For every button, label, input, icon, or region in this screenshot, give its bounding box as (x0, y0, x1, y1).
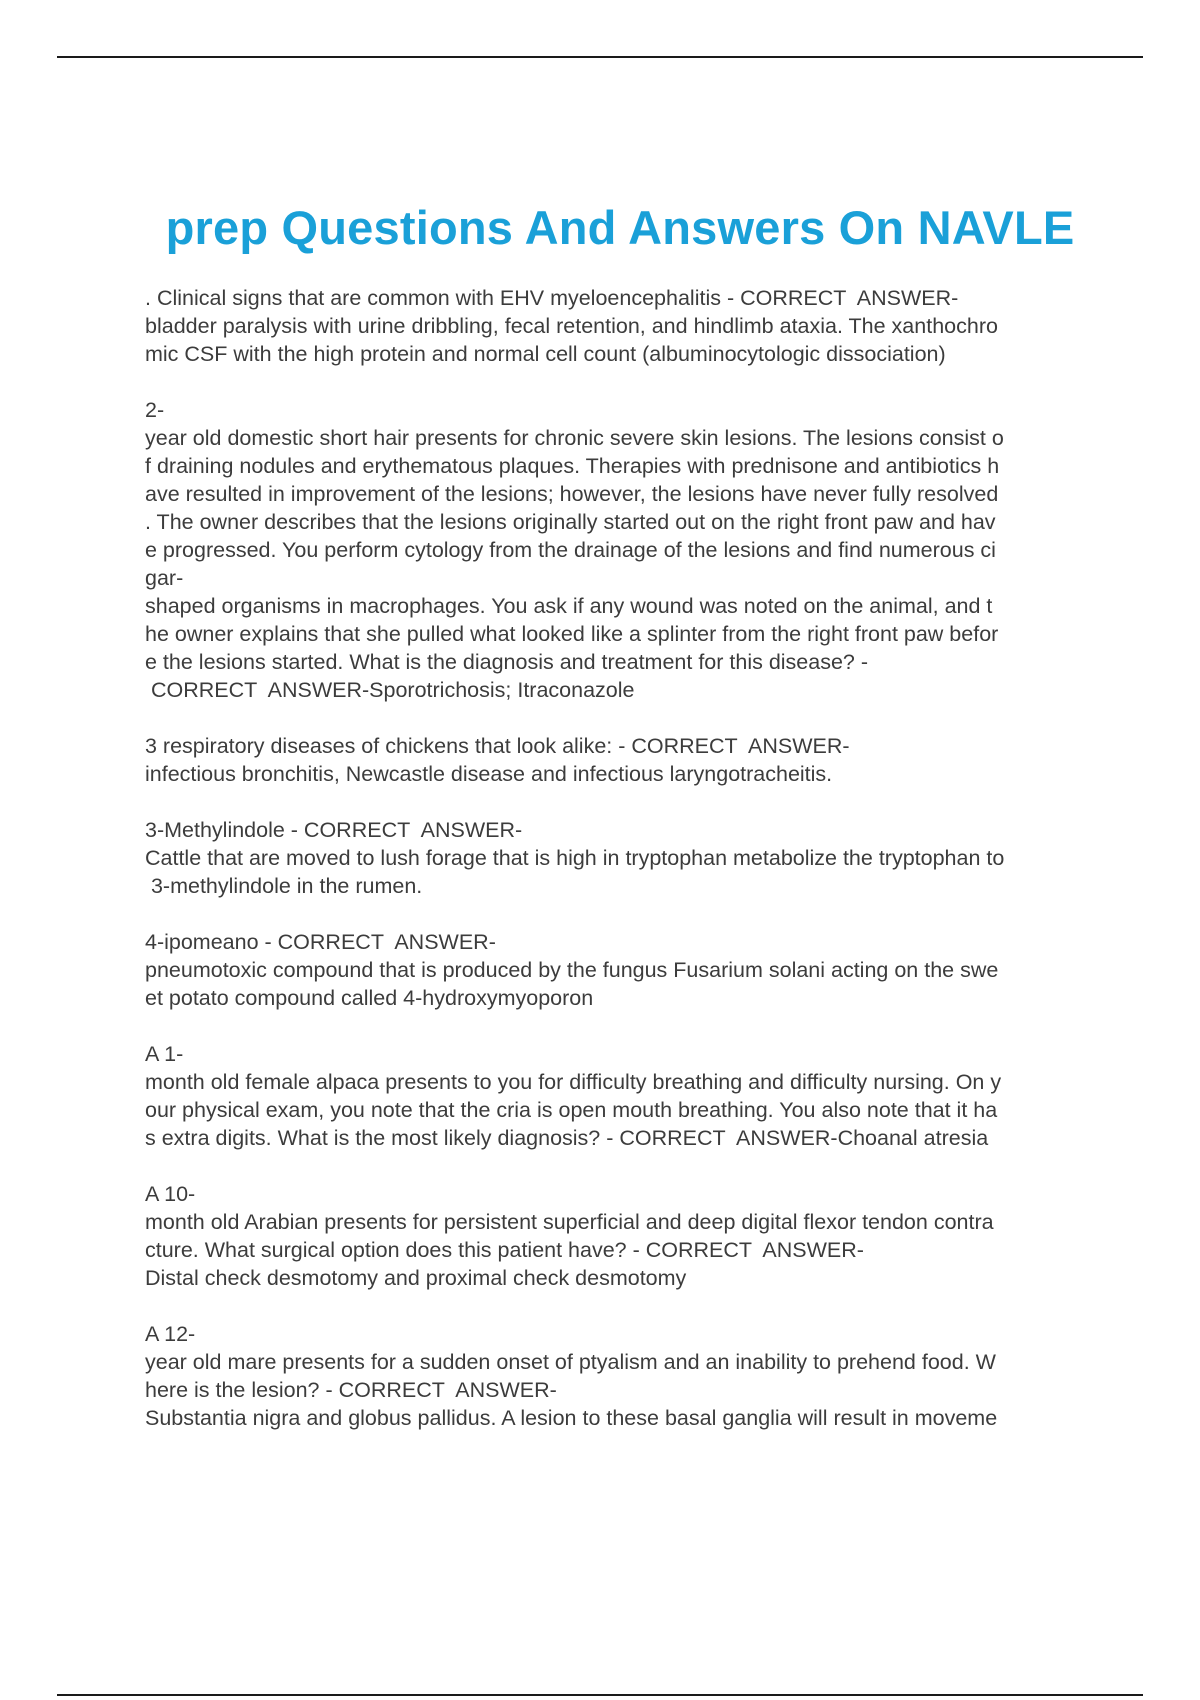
entry-spacer (145, 1152, 1095, 1180)
qa-entry-line: infectious bronchitis, Newcastle disease and infectious laryngotracheitis. (145, 762, 833, 786)
qa-entry-line: s extra digits. What is the most likely diagnosis? - CORRECT ANSWER-Choanal atresia (145, 1126, 989, 1150)
qa-entry-line: Distal check desmotomy and proximal check desmotomy (145, 1266, 687, 1290)
qa-entry (145, 1320, 1095, 1432)
footer-rule (57, 1694, 1143, 1696)
qa-entry-line: 3-Methylindole - CORRECT ANSWER- (145, 818, 523, 842)
qa-entry-line: CORRECT ANSWER-Sporotrichosis; Itraconazole (145, 678, 635, 702)
qa-entry-line: A 12- (145, 1322, 196, 1346)
qa-entry-line: cture. What surgical option does this patient have? - CORRECT ANSWER- (145, 1238, 864, 1262)
qa-entry-line: shaped organisms in macrophages. You ask if any wound was noted on the animal, and t (145, 594, 993, 618)
qa-entry (145, 1180, 1095, 1292)
qa-entry-line: our physical exam, you note that the cria is open mouth breathing. You also note that it ha (145, 1098, 998, 1122)
entry-spacer (145, 704, 1095, 732)
qa-entry-line: e progressed. You perform cytology from the drainage of the lesions and find numerous ci (145, 538, 996, 562)
document-body (145, 284, 1095, 1432)
qa-entry-line: bladder paralysis with urine dribbling, fecal retention, and hindlimb ataxia. The xanthochro (145, 314, 998, 338)
qa-entry-line: . The owner describes that the lesions originally started out on the right front paw and hav (145, 510, 996, 534)
qa-entry (145, 284, 1095, 368)
page-title: prep Questions And Answers On NAVLE (165, 201, 1075, 254)
qa-entry-line: f draining nodules and erythematous plaques. Therapies with prednisone and antibiotics h (145, 454, 1000, 478)
qa-entry-line: mic CSF with the high protein and normal cell count (albuminocytologic dissociation) (145, 342, 946, 366)
qa-entry-line: Substantia nigra and globus pallidus. A lesion to these basal ganglia will result in moveme (145, 1406, 998, 1430)
qa-entry-line: 4-ipomeano - CORRECT ANSWER- (145, 930, 496, 954)
entry-spacer (145, 1292, 1095, 1320)
qa-entry-line: e the lesions started. What is the diagnosis and treatment for this disease? - (145, 650, 869, 674)
qa-entry-line: 3 respiratory diseases of chickens that look alike: - CORRECT ANSWER- (145, 734, 850, 758)
qa-entry-line: month old female alpaca presents to you for difficulty breathing and difficulty nursing. On y (145, 1070, 1002, 1094)
qa-entry-line: A 10- (145, 1182, 196, 1206)
qa-entry-line: ave resulted in improvement of the lesions; however, the lesions have never fully resolved (145, 482, 999, 506)
qa-entry-line: 2- (145, 398, 165, 422)
qa-entry-line: here is the lesion? - CORRECT ANSWER- (145, 1378, 557, 1402)
qa-entry-line: et potato compound called 4-hydroxymyoporon (145, 986, 594, 1010)
qa-entry-line: month old Arabian presents for persistent superficial and deep digital flexor tendon contra (145, 1210, 994, 1234)
qa-entry (145, 732, 1095, 788)
entry-spacer (145, 368, 1095, 396)
qa-entry-line: Cattle that are moved to lush forage that is high in tryptophan metabolize the tryptophan to (145, 846, 1005, 870)
qa-entry (145, 928, 1095, 1012)
qa-entry-line: year old mare presents for a sudden onset of ptyalism and an inability to prehend food. W (145, 1350, 996, 1374)
qa-entry-line: pneumotoxic compound that is produced by the fungus Fusarium solani acting on the swe (145, 958, 999, 982)
entry-spacer (145, 788, 1095, 816)
entry-spacer (145, 1012, 1095, 1040)
qa-entry-line: gar- (145, 566, 184, 590)
header-rule (57, 56, 1143, 58)
qa-entry (145, 1040, 1095, 1152)
qa-entry-line: he owner explains that she pulled what looked like a splinter from the right front paw befor (145, 622, 999, 646)
qa-entry-line: 3-methylindole in the rumen. (145, 874, 423, 898)
qa-entry (145, 396, 1095, 704)
qa-entry-line: year old domestic short hair presents for chronic severe skin lesions. The lesions consist o (145, 426, 1004, 450)
qa-entry-line: A 1- (145, 1042, 184, 1066)
qa-entry-line: . Clinical signs that are common with EHV myeloencephalitis - CORRECT ANSWER- (145, 286, 959, 310)
entry-spacer (145, 900, 1095, 928)
qa-entry (145, 816, 1095, 900)
